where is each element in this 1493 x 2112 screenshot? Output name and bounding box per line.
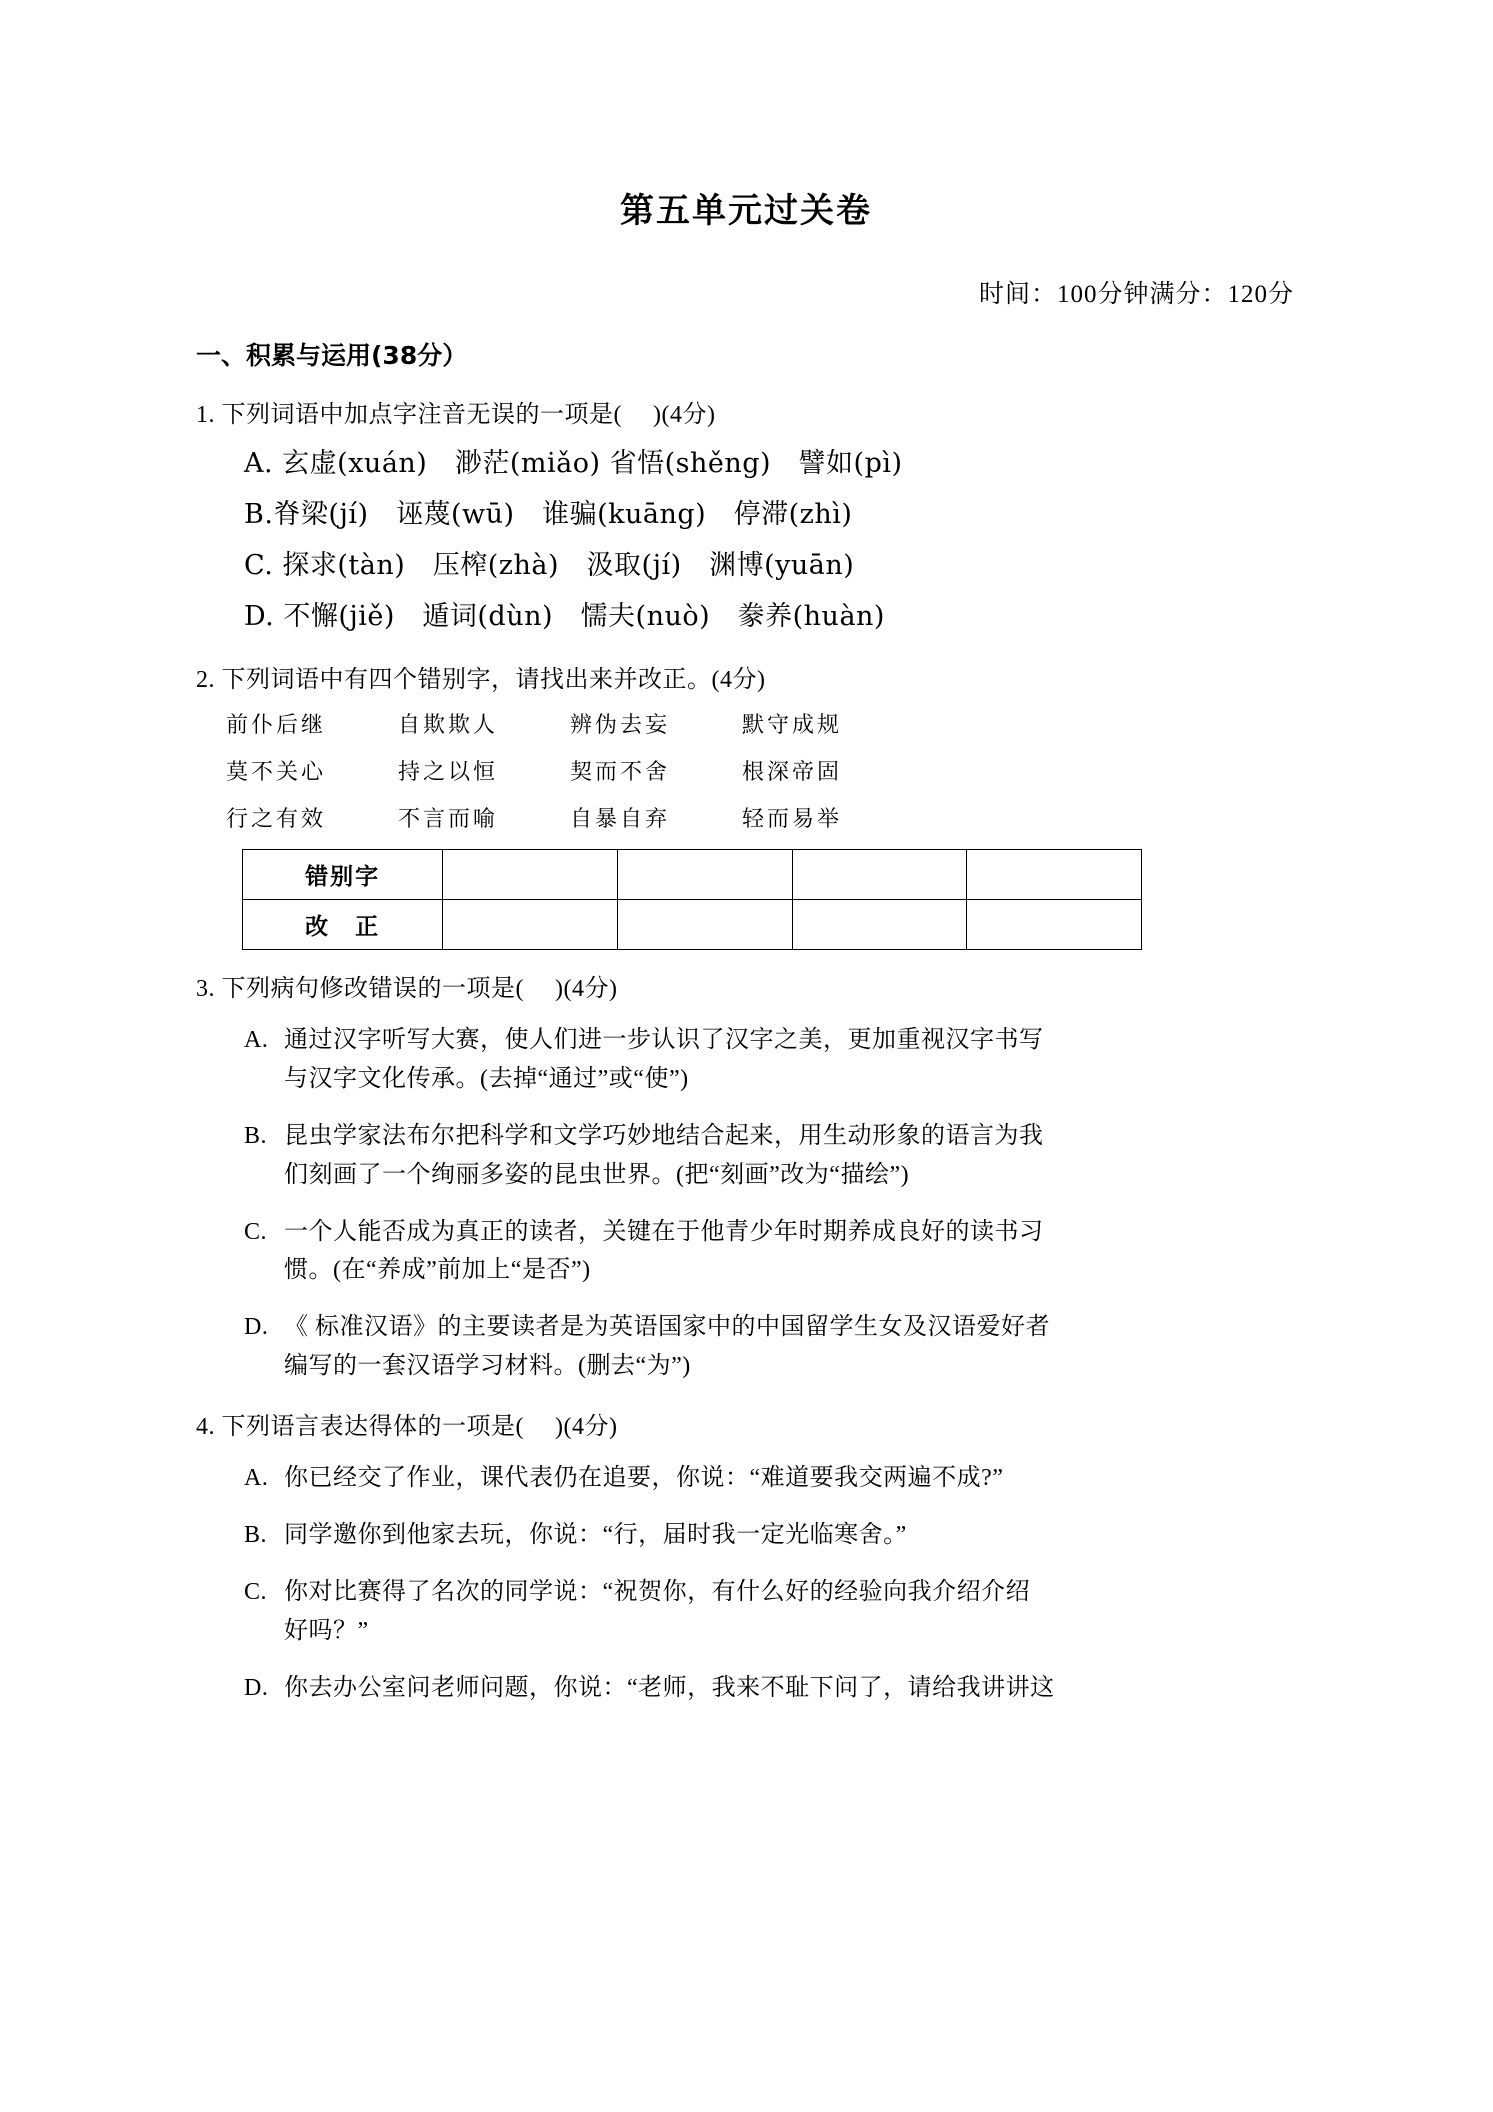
section-heading-one: 一、积累与运用(38分） (196, 341, 468, 370)
question-3-choice-b (196, 1117, 1296, 1195)
choice-text (284, 1213, 1296, 1291)
answer-blank-cell[interactable] (443, 850, 618, 900)
question-4-stem: 4. 下列语言表达得体的一项是( )(4分) (196, 1414, 618, 1440)
answer-blank-cell[interactable] (443, 900, 618, 950)
table-row (243, 850, 1142, 900)
page-content (196, 0, 1296, 1707)
question-2-stem: 2. 下列词语中有四个错别字，请找出来并改正。(4分) (196, 667, 766, 693)
choice-line: 《 标准汉语》的主要读者是为英语国家中的中国留学生女及汉语爱好者 (284, 1314, 1050, 1341)
choice-label: C. (244, 1578, 268, 1605)
table-row (243, 900, 1142, 950)
word-cell: 自暴自弃 (570, 807, 671, 832)
word-cell: 辨伪去妄 (570, 713, 671, 738)
choice-label: A. (244, 1465, 269, 1491)
choice-line: 编写的一套汉语学习材料。(删去“为”) (284, 1353, 691, 1380)
exam-meta-line: 时间：100分钟满分：120分 (978, 281, 1294, 308)
table-row-header-wrong-char: 错别字 (243, 850, 443, 900)
word-cell: 不言而喻 (398, 807, 499, 832)
choice-text (284, 1669, 1296, 1708)
choice-text (284, 1516, 1296, 1555)
question-2-word-grid (196, 708, 1296, 833)
answer-blank-cell[interactable] (617, 900, 792, 950)
choice-line: 与汉字文化传承。(去掉“通过”或“使”) (284, 1065, 689, 1092)
answer-blank-cell[interactable] (792, 900, 967, 950)
choice-text (284, 1573, 1296, 1651)
question-2-answer-table (242, 849, 1142, 950)
choice-line: 昆虫学家法布尔把科学和文学巧妙地结合起来，用生动形象的语言为我 (284, 1122, 1044, 1149)
word-cell: 持之以恒 (398, 760, 499, 785)
word-row (226, 708, 1296, 739)
choice-label: A. (244, 1027, 269, 1053)
choice-line: 一个人能否成为真正的读者，关键在于他青少年时期养成良好的读书习 (284, 1218, 1044, 1245)
word-cell: 莫不关心 (226, 760, 327, 785)
word-cell: 根深帝固 (742, 760, 843, 785)
choice-text (284, 1117, 1296, 1195)
choice-text (284, 1021, 1296, 1099)
table-row-header-correction: 改 正 (243, 900, 443, 950)
choice-line: 好吗？” (284, 1617, 369, 1644)
answer-blank-cell[interactable] (792, 850, 967, 900)
question-1-stem: 1. 下列词语中加点字注音无误的一项是( )(4分) (196, 402, 716, 428)
choice-line: 惯。(在“养成”前加上“是否”) (284, 1257, 591, 1284)
choice-line: 同学邀你到他家去玩，你说：“行，届时我一定光临寒舍。” (284, 1521, 907, 1548)
answer-blank-cell[interactable] (967, 900, 1142, 950)
question-4-choice-d (196, 1669, 1296, 1708)
question-1-choice-d: D. 不懈(jiě) 遁词(dùn) 懦夫(nuò) 豢养(huàn) (244, 601, 885, 632)
choice-label: D. (244, 1314, 269, 1341)
question-3-choice-d (196, 1308, 1296, 1386)
question-4-choice-c (196, 1573, 1296, 1651)
question-3-stem: 3. 下列病句修改错误的一项是( )(4分) (196, 976, 618, 1002)
question-1-choice-a: A. 玄虚(xuán) 渺茫(miǎo) 省悟(shěng) 譬如(pì) (244, 448, 903, 479)
question-1-choice-b: B.脊梁(jí) 诬蔑(wū) 谁骗(kuāng) 停滞(zhì) (244, 499, 853, 530)
choice-text (284, 1459, 1296, 1498)
word-cell: 轻而易举 (742, 807, 843, 832)
choice-line: 们刻画了一个绚丽多姿的昆虫世界。(把“刻画”改为“描绘”) (284, 1161, 910, 1188)
choice-line: 通过汉字听写大赛，使人们进一步认识了汉字之美，更加重视汉字书写 (284, 1027, 1044, 1053)
question-4-choice-b (196, 1516, 1296, 1555)
word-row (226, 802, 1296, 833)
choice-line: 你去办公室问老师问题，你说：“老师，我来不耻下问了，请给我讲讲这 (284, 1674, 1055, 1701)
answer-blank-cell[interactable] (967, 850, 1142, 900)
question-4-choice-a (196, 1459, 1296, 1498)
choice-label: B. (244, 1122, 268, 1149)
choice-label: D. (244, 1674, 269, 1701)
answer-blank-cell[interactable] (617, 850, 792, 900)
question-1-choice-c: C. 探求(tàn) 压榨(zhà) 汲取(jí) 渊博(yuān) (244, 550, 855, 581)
choice-line: 你已经交了作业，课代表仍在追要，你说：“难道要我交两遍不成?” (284, 1465, 1004, 1491)
word-cell: 契而不舍 (570, 760, 671, 785)
choice-line: 你对比赛得了名次的同学说：“祝贺你，有什么好的经验向我介绍介绍 (284, 1578, 1031, 1605)
page-title: 第五单元过关卷 (620, 191, 872, 231)
choice-text (284, 1308, 1296, 1386)
question-3-choice-a (196, 1021, 1296, 1099)
word-row (226, 755, 1296, 786)
question-3-choice-c (196, 1213, 1296, 1291)
choice-label: B. (244, 1521, 268, 1548)
word-cell: 默守成规 (742, 713, 843, 738)
choice-label: C. (244, 1218, 268, 1245)
word-cell: 行之有效 (226, 807, 327, 832)
word-cell: 前仆后继 (226, 713, 327, 738)
word-cell: 自欺欺人 (398, 713, 499, 738)
